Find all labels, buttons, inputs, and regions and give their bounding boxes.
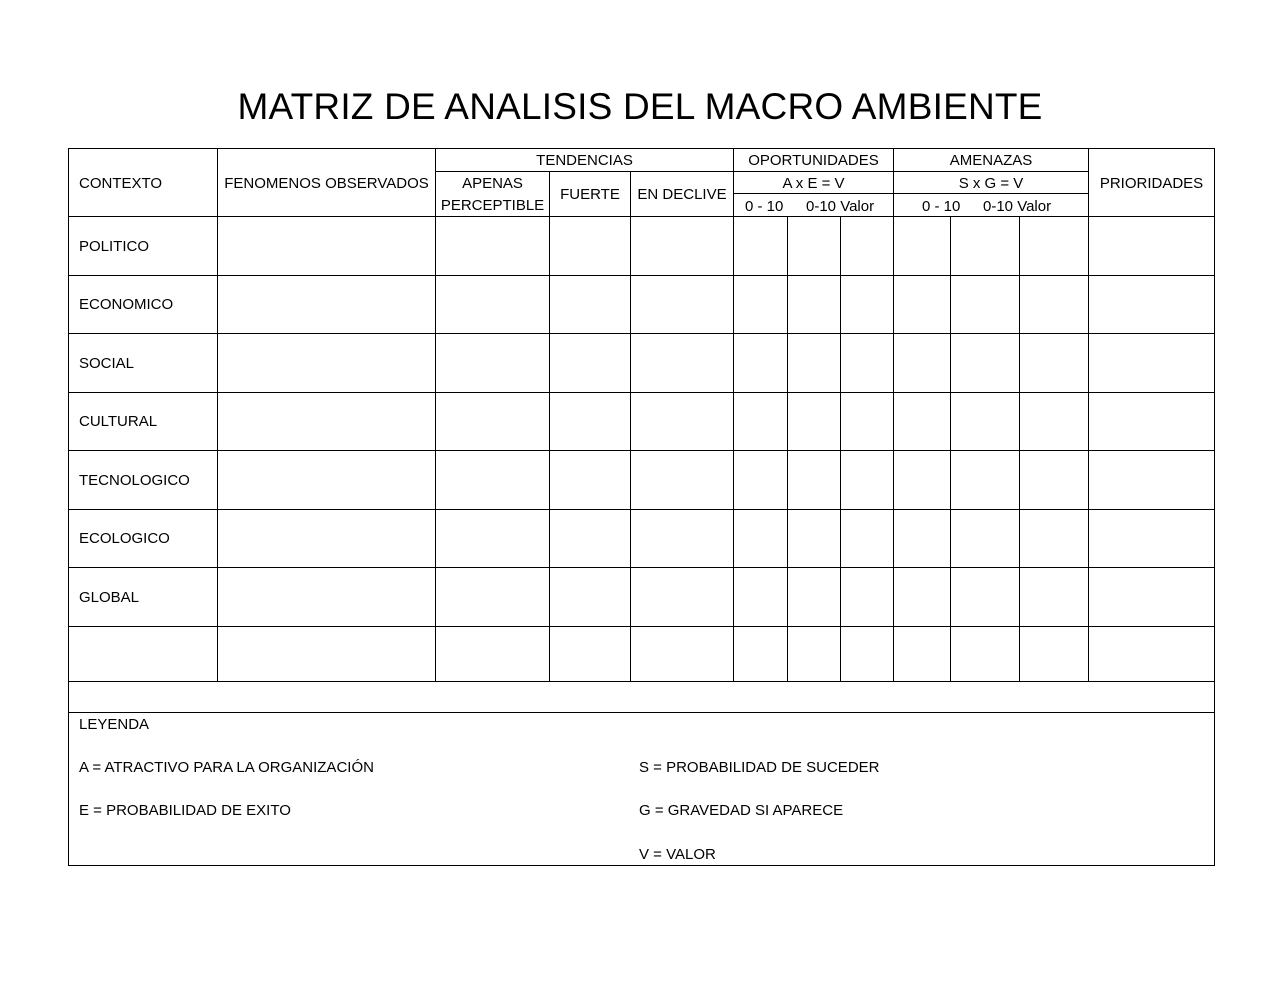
table-right-border — [1214, 148, 1215, 866]
legend-g: G = GRAVEDAD SI APARECE — [639, 802, 844, 819]
row-divider — [68, 681, 1215, 682]
header-amenazas: AMENAZAS — [949, 152, 1033, 169]
row-divider — [68, 567, 1215, 568]
row-label-ecologico: ECOLOGICO — [79, 530, 170, 547]
header-prioridades: PRIORIDADES — [1099, 175, 1204, 192]
row-divider — [68, 333, 1215, 334]
row-divider — [68, 392, 1215, 393]
header-apenas: APENAS — [462, 175, 523, 192]
row-label-global: GLOBAL — [79, 589, 140, 606]
column-divider — [549, 171, 550, 681]
row-divider — [68, 626, 1215, 627]
column-divider — [733, 148, 734, 681]
header-oportunidades-valor: 0-10 Valor — [806, 198, 875, 215]
legend-v: V = VALOR — [639, 846, 716, 863]
row-label-tecnologico: TECNOLOGICO — [79, 472, 190, 489]
row-label-economico: ECONOMICO — [79, 296, 174, 313]
header-amenazas-formula: S x G = V — [958, 175, 1024, 192]
column-divider — [630, 171, 631, 681]
legend-s: S = PROBABILIDAD DE SUCEDER — [639, 759, 880, 776]
legend-e: E = PROBABILIDAD DE EXITO — [79, 802, 291, 819]
row-label-social: SOCIAL — [79, 355, 135, 372]
column-divider — [1088, 148, 1089, 681]
legend-a: A = ATRACTIVO PARA LA ORGANIZACIÓN — [79, 759, 374, 776]
legend-title: LEYENDA — [79, 716, 150, 733]
column-divider — [435, 148, 436, 681]
row-divider — [68, 450, 1215, 451]
header-oportunidades: OPORTUNIDADES — [748, 152, 879, 169]
header-oportunidades-scale: 0 - 10 — [745, 198, 784, 215]
row-divider — [68, 275, 1215, 276]
row-divider — [68, 509, 1215, 510]
header-tendencias: TENDENCIAS — [536, 152, 633, 169]
header-perceptible: PERCEPTIBLE — [440, 197, 545, 214]
legend-top-border — [68, 712, 1215, 713]
table-left-border — [68, 148, 69, 866]
subcolumn-divider — [950, 216, 951, 681]
header-divider-2 — [733, 193, 1088, 194]
row-label-cultural: CULTURAL — [79, 413, 158, 430]
table-bottom-border — [68, 865, 1215, 866]
column-divider — [217, 148, 218, 681]
header-divider-1 — [435, 171, 1088, 172]
header-amenazas-valor: 0-10 Valor — [983, 198, 1052, 215]
column-divider — [893, 148, 894, 681]
header-en-declive: EN DECLIVE — [637, 186, 727, 203]
row-label-politico: POLITICO — [79, 238, 150, 255]
page-title: MATRIZ DE ANALISIS DEL MACRO AMBIENTE — [237, 86, 1043, 127]
header-contexto: CONTEXTO — [79, 175, 163, 192]
header-fenomenos-observados: FENOMENOS OBSERVADOS — [224, 175, 429, 192]
header-amenazas-scale: 0 - 10 — [922, 198, 961, 215]
subcolumn-divider — [787, 216, 788, 681]
header-oportunidades-formula: A x E = V — [782, 175, 845, 192]
header-fuerte: FUERTE — [560, 186, 620, 203]
header-bottom-border — [68, 216, 1215, 217]
subcolumn-divider — [1019, 216, 1020, 681]
table-top-border — [68, 148, 1215, 149]
subcolumn-divider — [840, 216, 841, 681]
